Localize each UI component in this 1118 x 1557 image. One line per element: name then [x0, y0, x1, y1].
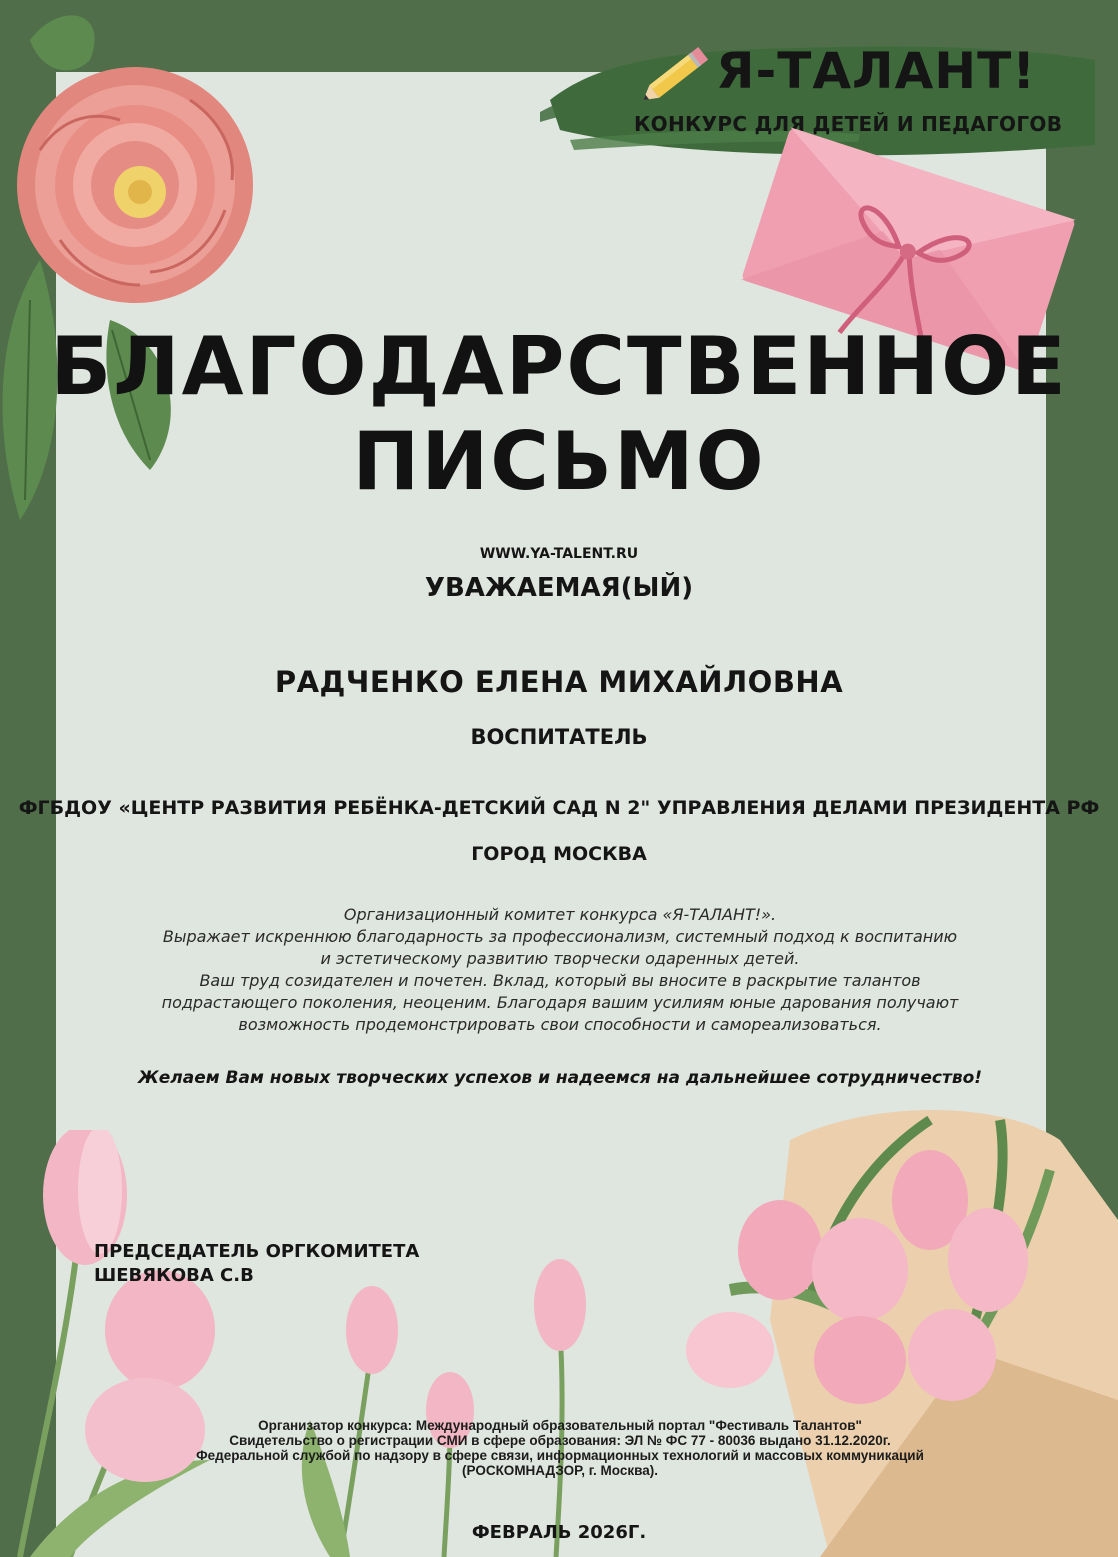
tulips-left-illustration [0, 1130, 620, 1557]
chair-title: ПРЕДСЕДАТЕЛЬ ОРГКОМИТЕТА [94, 1241, 420, 1262]
chair-name: ШЕВЯКОВА С.В [94, 1265, 254, 1286]
footer-line: Организатор конкурса: Международный образовательный портал "Фестиваль Талантов" [258, 1418, 862, 1433]
footer-info [150, 1418, 970, 1478]
recipient-role: ВОСПИТАТЕЛЬ [470, 725, 648, 749]
recipient-city: ГОРОД МОСКВА [471, 843, 647, 865]
letter-title-line2: ПИСЬМО [352, 415, 766, 508]
greeting: УВАЖАЕМАЯ(ЫЙ) [424, 573, 694, 603]
body-line: и эстетическому развитию творчески одаренных детей. [320, 949, 800, 968]
body-line: Организационный комитет конкурса «Я-ТАЛАНТ!». [343, 905, 777, 924]
signature-block [94, 1240, 419, 1288]
body-line: Ваш труд созидателен и почетен. Вклад, который вы вносите в раскрытие талантов [199, 971, 921, 990]
logo-title: Я-ТАЛАНТ! [716, 42, 1037, 100]
letter-body [90, 904, 1030, 1036]
body-line: возможность продемонстрировать свои способности и самореализоваться. [238, 1015, 882, 1034]
body-line: подрастающего поколения, неоценим. Благодаря вашим усилиям юные дарования получают [161, 993, 959, 1012]
recipient-name: РАДЧЕНКО ЕЛЕНА МИХАЙЛОВНА [274, 665, 844, 699]
tulip-bouquet-illustration [670, 1100, 1118, 1557]
letter-date: ФЕВРАЛЬ 2026Г. [471, 1522, 647, 1543]
recipient-organization: ФГБДОУ «ЦЕНТР РАЗВИТИЯ РЕБЁНКА-ДЕТСКИЙ САД N 2" УПРАВЛЕНИЯ ДЕЛАМИ ПРЕЗИДЕНТА РФ [18, 797, 1100, 819]
letter-title-line1: БЛАГОДАРСТВЕННОЕ [50, 320, 1068, 413]
logo-subtitle: КОНКУРС ДЛЯ ДЕТЕЙ И ПЕДАГОГОВ [634, 112, 1063, 136]
footer-line: Федеральной службой по надзору в сфере связи, информационных технологий и массовых коммуникаций [196, 1448, 924, 1463]
footer-line: (РОСКОМНАДЗОР, г. Москва). [462, 1463, 658, 1478]
body-line: Выражает искреннюю благодарность за профессионализм, системный подход к воспитанию [162, 927, 958, 946]
footer-line: Свидетельство о регистрации СМИ в сфере образования: ЭЛ № ФС 77 - 80036 выдано 31.12.2020г. [229, 1433, 891, 1448]
pencil-icon [640, 38, 716, 108]
website-link: WWW.YA-TALENT.RU [479, 546, 639, 562]
wish-text: Желаем Вам новых творческих успехов и надеемся на дальнейшее сотрудничество! [137, 1068, 983, 1088]
